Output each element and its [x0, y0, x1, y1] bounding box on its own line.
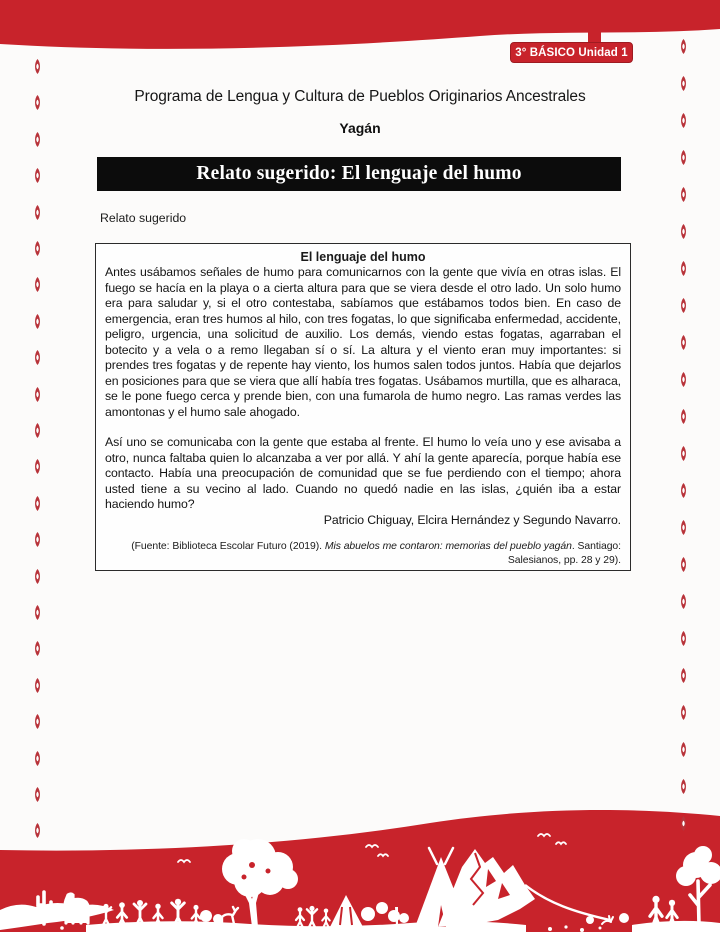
diamond-ornament-icon	[32, 168, 43, 183]
diamond-ornament-icon	[678, 298, 689, 313]
diamond-ornament-icon	[32, 605, 43, 620]
red-band	[0, 810, 720, 932]
diamond-ornament-icon	[32, 277, 43, 292]
diamond-ornament-icon	[32, 532, 43, 547]
diamond-ornament-icon	[678, 335, 689, 350]
diamond-ornament-icon	[32, 241, 43, 256]
unit-badge: 3° BÁSICO Unidad 1	[510, 42, 633, 63]
diamond-ornament-icon	[678, 779, 689, 794]
landscape-illustration	[0, 807, 720, 932]
diamond-ornament-icon	[678, 742, 689, 757]
diamond-ornament-icon	[32, 496, 43, 511]
diamond-ornament-icon	[678, 224, 689, 239]
diamond-ornament-icon	[678, 187, 689, 202]
story-banner	[97, 157, 621, 191]
diamond-ornament-icon	[32, 205, 43, 220]
diamond-ornament-icon	[32, 423, 43, 438]
ornament-column-left	[32, 0, 44, 932]
diamond-ornament-icon	[678, 631, 689, 646]
diamond-ornament-icon	[32, 314, 43, 329]
section-label: Relato sugerido	[100, 211, 187, 225]
diamond-ornament-icon	[678, 668, 689, 683]
diamond-ornament-icon	[678, 409, 689, 424]
culture-name: Yagán	[339, 120, 381, 136]
diamond-ornament-icon	[678, 705, 689, 720]
source-book-title: Mis abuelos me contaron: memorias del pueblo yagán	[324, 541, 572, 552]
diamond-ornament-icon	[678, 520, 689, 535]
diamond-ornament-icon	[678, 261, 689, 276]
diamond-ornament-icon	[32, 751, 43, 766]
program-title: Programa de Lengua y Cultura de Pueblos Originarios Ancestrales	[134, 88, 586, 105]
diamond-ornament-icon	[678, 372, 689, 387]
diamond-ornament-icon	[678, 150, 689, 165]
source-prefix: (Fuente: Biblioteca Escolar Futuro (2019).	[131, 541, 325, 552]
story-paragraph-1: Antes usábamos señales de humo para comunicarnos con la gente que vivía en otras islas. El fuego se hacía en la playa o a cierta altura para que se viera desde el otro lado. Un solo humo era para saludar y, si el otro contestaba, sabíamos que estábamos todos bien. En caso de emergencia, eran tres humos al hilo, con tres fogatas, lo que significaba enfermedad, accidente, peligro, urgencia, una solicitud de auxilio. Los demás, viendo estas fogatas, agarraban el botecito y a vela o a remo llegaban sí o sí. La altura y el viento eran muy importantes: si prendes tres fogatas y de repente hay viento, los humos salen todos juntos. Había que dejarlos en posiciones para que se viera que allí había tres fogatas. Usábamos murtilla, que es alharaca, se le pone fuego cerca y prende bien, con una fumarola de humo negro. Las ramas verdes las amontonas y el humo sale ahogado.	[105, 265, 621, 419]
source-suffix: . Santiago: Salesianos, pp. 28 y 29).	[507, 541, 621, 566]
diamond-ornament-icon	[32, 569, 43, 584]
diamond-ornament-icon	[678, 446, 689, 461]
diamond-ornament-icon	[678, 557, 689, 572]
diamond-ornament-icon	[32, 459, 43, 474]
diamond-ornament-icon	[678, 483, 689, 498]
diamond-ornament-icon	[32, 787, 43, 802]
diamond-ornament-icon	[32, 350, 43, 365]
diamond-ornament-icon	[32, 714, 43, 729]
diamond-ornament-icon	[32, 387, 43, 402]
story-title: El lenguaje del humo	[300, 250, 426, 264]
diamond-ornament-icon	[32, 678, 43, 693]
story-box	[95, 243, 631, 571]
story-attribution: Patricio Chiguay, Elcira Hernández y Segundo Navarro.	[323, 512, 621, 527]
story-banner-title: Relato sugerido: El lenguaje del humo	[196, 163, 522, 184]
diamond-ornament-icon	[32, 641, 43, 656]
source-citation	[105, 540, 621, 568]
ornament-column-right	[678, 0, 690, 932]
diamond-ornament-icon	[678, 594, 689, 609]
story-paragraph-2: Así uno se comunicaba con la gente que estaba al frente. El humo lo veía uno y ese avisaba a otro, nunca faltaba quien lo alcanzaba a ver por allá. Y ahí la gente aparecía, porque había ese contacto. Había una preocupación de comunidad que se fue perdiendo con el tiempo; ahora usted tiene a su vecino al lado. Cuando no quedó nadie en las islas, ¿quién iba a estar haciendo humo?	[105, 435, 621, 511]
